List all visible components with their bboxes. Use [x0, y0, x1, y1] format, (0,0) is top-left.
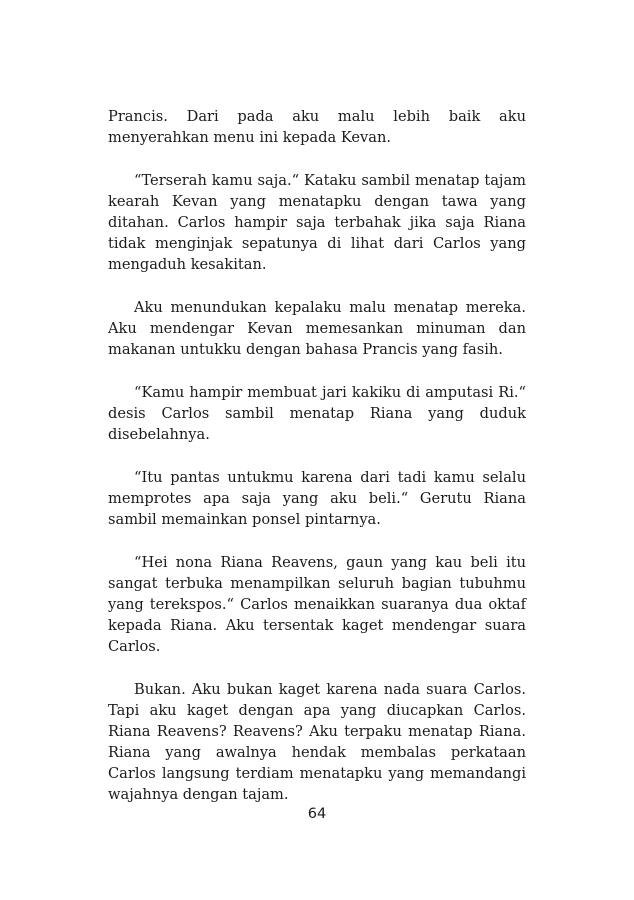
- paragraph-5: “Itu pantas untukmu karena dari tadi kamu selalu memprotes apa saja yang aku beli.“ Gerutu Riana sambil memainkan ponsel pintarnya.: [108, 469, 526, 528]
- paragraph-6: “Hei nona Riana Reavens, gaun yang kau beli itu sangat terbuka menampilkan seluruh bagian tubuhmu yang terekspos.“ Carlos menaikkan suaranya dua oktaf kepada Riana. Aku tersentak kaget mendengar suara Carlos.: [108, 554, 526, 655]
- paragraph-7: Bukan. Aku bukan kaget karena nada suara Carlos. Tapi aku kaget dengan apa yang diucapkan Carlos. Riana Reavens? Reavens? Aku terpaku menatap Riana. Riana yang awalnya hendak membalas perkataan Carlos langsung terdiam menatapku yang memandangi wajahnya dengan tajam.: [108, 681, 526, 803]
- page-number: 64: [307, 806, 327, 822]
- paragraph-1: Prancis. Dari pada aku malu lebih baik aku menyerahkan menu ini kepada Kevan.: [108, 108, 526, 146]
- paragraph-2: “Terserah kamu saja.“ Kataku sambil menatap tajam kearah Kevan yang menatapku dengan tawa yang ditahan. Carlos hampir saja terbahak jika saja Riana tidak menginjak sepatunya di lihat dari Carlos yang mengaduh kesakitan.: [108, 172, 526, 273]
- paragraph-3: Aku menundukan kepalaku malu menatap mereka. Aku mendengar Kevan memesankan minuman dan makanan untukku dengan bahasa Prancis yang fasih.: [108, 299, 526, 358]
- paragraph-4: “Kamu hampir membuat jari kakiku di amputasi Ri.“ desis Carlos sambil menatap Riana yang duduk disebelahnya.: [108, 384, 526, 443]
- page-body: [108, 106, 526, 827]
